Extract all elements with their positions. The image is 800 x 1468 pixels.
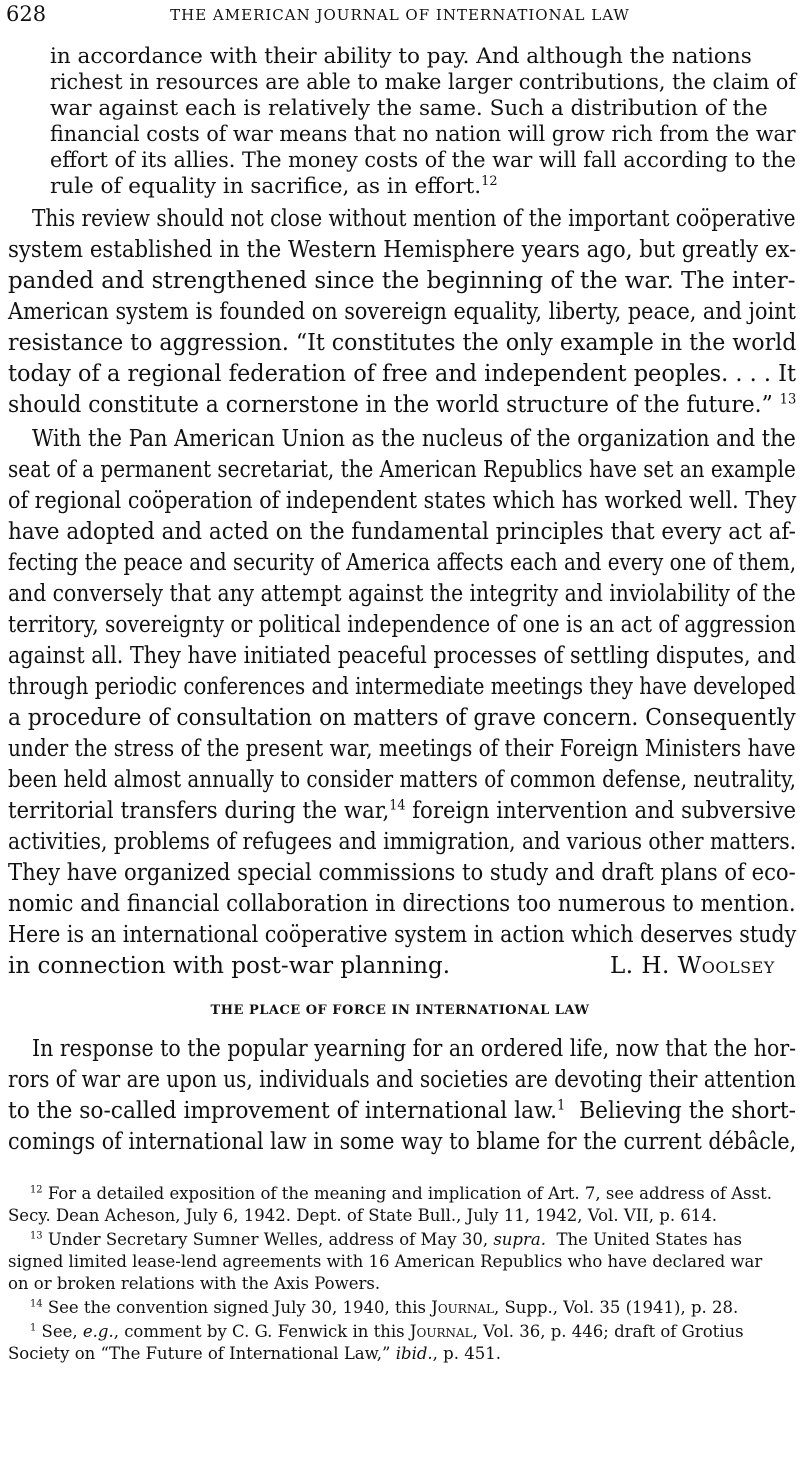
para-line: They have organized special commissions to study and draft plans of eco- — [8, 860, 796, 886]
footnote-text: The United States has — [556, 1230, 742, 1249]
para-line-text: to the so-called improvement of international law. — [8, 1098, 558, 1124]
para-line: today of a regional federation of free and independent peoples. . . . It — [8, 361, 797, 387]
footnote-line: Secy. Dean Acheson, July 6, 1942. Dept. of State Bull., July 11, 1942, Vol. VII, p. 614. — [8, 1206, 718, 1225]
para-line: territory, sovereignty or political independence of one is an act of aggression — [8, 612, 796, 638]
para-line: nomic and financial collaboration in directions too numerous to mention. — [8, 891, 796, 917]
quote-line-text: rule of equality in sacrifice, as in effort. — [50, 174, 482, 199]
footnote-text: Society on “The Future of International Law,” — [8, 1344, 391, 1363]
footnote-1 — [30, 1322, 744, 1341]
para-line: panded and strengthened since the beginning of the war. The inter- — [8, 268, 796, 294]
footnote-italic: ibid. — [395, 1344, 433, 1363]
para-line: a procedure of consultation on matters of grave concern. Consequently — [8, 705, 796, 731]
para-line: This review should not close without mention of the important coöperative — [32, 206, 796, 232]
quote-line — [50, 174, 498, 199]
footnote-italic: e.g. — [82, 1322, 114, 1341]
para-line: been held almost annually to consider matters of common defense, neutrality, — [8, 767, 797, 793]
para-line: of regional coöperation of independent states which has worked well. They — [8, 488, 797, 514]
journal-name: Journal — [409, 1322, 473, 1341]
footnote-ref: 12 — [481, 173, 498, 189]
footnote-line — [8, 1344, 501, 1363]
footnote-12 — [30, 1184, 772, 1203]
footnote-ref: 14 — [389, 797, 406, 814]
para-line: through periodic conferences and intermediate meetings they have developed — [8, 674, 796, 700]
footnote-text: , comment by C. G. Fenwick in this — [113, 1322, 405, 1341]
footnote-text: , p. 451. — [432, 1344, 501, 1363]
footnote-14 — [30, 1298, 738, 1317]
para-line: Here is an international coöperative system in action which deserves study — [8, 922, 797, 948]
page-header — [0, 0, 800, 34]
para-line: against all. They have initiated peaceful processes of settling disputes, and — [8, 643, 796, 669]
quote-line: richest in resources are able to make larger contributions, the claim of — [50, 70, 797, 95]
footnote-mark: 1 — [30, 1322, 37, 1334]
para-line-text: should constitute a cornerstone in the world structure of the future.” — [8, 392, 773, 418]
footnote-text: Under Secretary Sumner Welles, address of May 30, — [47, 1230, 489, 1249]
para-line: activities, problems of refugees and immigration, and various other matters. — [8, 829, 797, 855]
section-title: THE PLACE OF FORCE IN INTERNATIONAL LAW — [210, 1003, 590, 1018]
para-line-text: Believing the short- — [579, 1098, 796, 1124]
footnote-ref: 1 — [557, 1097, 566, 1114]
para-line: fecting the peace and security of America affects each and every one of them, — [8, 550, 797, 576]
running-head: THE AMERICAN JOURNAL OF INTERNATIONAL LAW — [170, 6, 630, 24]
para-line — [8, 392, 796, 418]
para-line: American system is founded on sovereign equality, liberty, peace, and joint — [8, 299, 796, 325]
para-line: have adopted and acted on the fundamental principles that every act af- — [8, 519, 796, 545]
para-line: and conversely that any attempt against the integrity and inviolability of the — [8, 581, 796, 607]
para-line: rors of war are upon us, individuals and societies are devoting their attention — [8, 1067, 796, 1093]
para-line: With the Pan American Union as the nucleus of the organization and the — [32, 426, 796, 452]
footnote-text: , Supp., Vol. 35 (1941), p. 28. — [493, 1298, 739, 1317]
para-line: under the stress of the present war, meetings of their Foreign Ministers have — [8, 736, 796, 762]
quote-line: war against each is relatively the same. Such a distribution of the — [50, 96, 768, 121]
footnote-13 — [30, 1230, 742, 1249]
footnote-text: See, — [41, 1322, 78, 1341]
para-line: system established in the Western Hemisphere years ago, but greatly ex- — [8, 237, 797, 263]
journal-name: Journal — [431, 1298, 494, 1317]
footnote-italic: supra. — [493, 1230, 546, 1249]
quote-line: in accordance with their ability to pay. And although the nations — [50, 44, 752, 69]
author-signature: L. H. Woolsey — [610, 953, 775, 979]
para-line: resistance to aggression. “It constitutes the only example in the world — [8, 330, 797, 356]
footnote-line: on or broken relations with the Axis Powers. — [8, 1274, 381, 1293]
para-line: In response to the popular yearning for an ordered life, now that the hor- — [32, 1036, 797, 1062]
page-number: 628 — [6, 2, 47, 26]
para-line: comings of international law in some way to blame for the current débâcle, — [8, 1129, 797, 1155]
quote-line: financial costs of war means that no nation will grow rich from the war — [50, 122, 796, 147]
para-line — [8, 1098, 796, 1124]
para-line-text: foreign intervention and subversive — [412, 798, 796, 824]
footnote-text: See the convention signed July 30, 1940, this — [47, 1298, 426, 1317]
footnote-mark: 12 — [30, 1184, 43, 1196]
footnote-ref: 13 — [779, 391, 797, 408]
quote-line: effort of its allies. The money costs of the war will fall according to the — [50, 148, 797, 173]
footnote-text: , Vol. 36, p. 446; draft of Grotius — [472, 1322, 744, 1341]
para-line: seat of a permanent secretariat, the American Republics have set an example — [8, 457, 796, 483]
para-line — [8, 798, 796, 824]
footnote-text: For a detailed exposition of the meaning and implication of Art. 7, see address of Asst. — [47, 1184, 772, 1203]
footnote-mark: 13 — [30, 1230, 43, 1242]
para-line-text: territorial transfers during the war, — [8, 798, 390, 824]
para-line: in connection with post-war planning. — [8, 953, 451, 979]
footnote-line: signed limited lease-lend agreements with 16 American Republics who have declared war — [8, 1252, 763, 1271]
footnote-mark: 14 — [30, 1298, 43, 1310]
